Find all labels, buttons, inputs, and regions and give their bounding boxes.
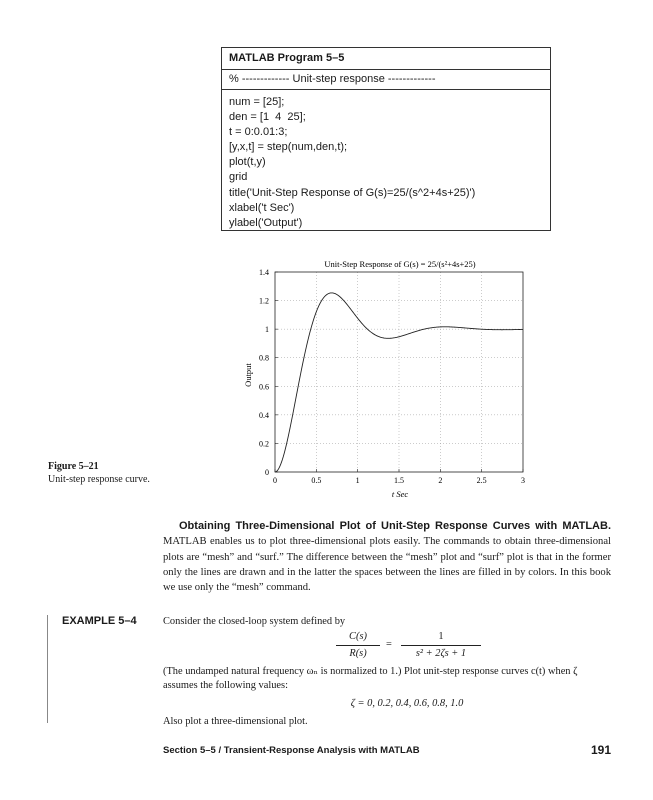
transfer-function-equation xyxy=(163,629,611,665)
code-line: grid xyxy=(229,171,248,184)
y-tick-label: 0.6 xyxy=(259,382,269,392)
y-tick-label: 0.4 xyxy=(259,410,269,420)
code-line: xlabel('t Sec') xyxy=(229,201,295,214)
code-line: den = [1 4 25]; xyxy=(229,111,306,124)
matlab-program-box xyxy=(221,47,551,231)
code-line: num = [25]; xyxy=(229,96,285,108)
figure-number: Figure 5–21 xyxy=(48,461,99,472)
y-tick-label: 1.2 xyxy=(259,296,269,306)
eq-lhs-num: C(s) xyxy=(349,631,367,642)
eq-lhs-den: R(s) xyxy=(349,648,367,659)
page-number: 191 xyxy=(590,743,611,757)
program-comment: % ------------- Unit-step response ------------- xyxy=(222,70,550,90)
eq-rhs-den: s² + 2ζs + 1 xyxy=(415,648,467,659)
chart-grid xyxy=(275,272,523,472)
example-label: EXAMPLE 5–4 xyxy=(62,615,137,627)
section-paragraph xyxy=(163,519,611,595)
code-line: [y,x,t] = step(num,den,t); xyxy=(229,141,348,154)
x-tick-label: 3 xyxy=(521,476,525,485)
program-title: MATLAB Program 5–5 xyxy=(222,48,550,70)
example-closing: Also plot a three-dimensional plot. xyxy=(163,716,308,727)
code-line: ylabel('Output') xyxy=(229,216,303,229)
page-footer xyxy=(163,745,611,756)
x-tick-label: 2 xyxy=(438,476,443,485)
figure-caption-text: Unit-step response curve. xyxy=(48,474,150,485)
code-line: plot(t,y) xyxy=(229,156,266,169)
y-tick-label: 0.2 xyxy=(259,439,269,449)
example-rule xyxy=(47,615,48,723)
code-line: t = 0:0.01:3; xyxy=(229,126,288,139)
section-body: MATLAB enables us to plot three-dimensional plots easily. The commands to obtain three-dimensional plots are “mesh” and “surf.” The difference between the “mesh” plot and “surf” plot is that in the former only the lines are drawn and in the latter the spaces between the lines are filled in by colors. In this book we use only the “mesh” command. xyxy=(163,536,611,594)
y-tick-label: 0 xyxy=(265,468,269,477)
eq-equals: = xyxy=(386,639,392,650)
series-line xyxy=(275,293,523,472)
example-text: (The undamped natural frequency ωₙ is normalized to 1.) Plot unit-step response curves c(t) when ζ assumes the following values: xyxy=(163,666,578,691)
running-footer: Section 5–5 / Transient-Response Analysis with MATLAB xyxy=(163,745,420,756)
chart-title: Unit-Step Response of G(s) = 25/(s²+4s+25) xyxy=(324,259,476,269)
y-axis-label: Output xyxy=(243,363,253,387)
figure-caption xyxy=(48,460,158,486)
example-intro: Consider the closed-loop system defined by xyxy=(163,616,346,627)
zeta-values: ζ = 0, 0.2, 0.4, 0.6, 0.8, 1.0 xyxy=(350,698,464,709)
x-tick-label: 0.5 xyxy=(311,476,322,485)
y-tick-label: 0.8 xyxy=(259,353,269,363)
x-tick-label: 0 xyxy=(273,476,277,485)
x-tick-label: 1.5 xyxy=(394,476,404,485)
code-line: title('Unit-Step Response of G(s)=25/(s^2+4s+25)') xyxy=(229,186,476,199)
x-tick-label: 1 xyxy=(355,476,360,485)
example-body xyxy=(163,615,611,729)
y-tick-label: 1 xyxy=(265,325,269,335)
y-tick-label: 1.4 xyxy=(259,268,269,277)
program-code xyxy=(222,90,550,231)
eq-rhs-num: 1 xyxy=(438,631,444,642)
x-axis-label: t Sec xyxy=(391,489,409,499)
section-heading: Obtaining Three-Dimensional Plot of Unit-Step Response Curves with MATLAB. xyxy=(179,520,611,532)
x-tick-label: 2.5 xyxy=(476,476,487,485)
step-response-chart xyxy=(230,250,540,505)
